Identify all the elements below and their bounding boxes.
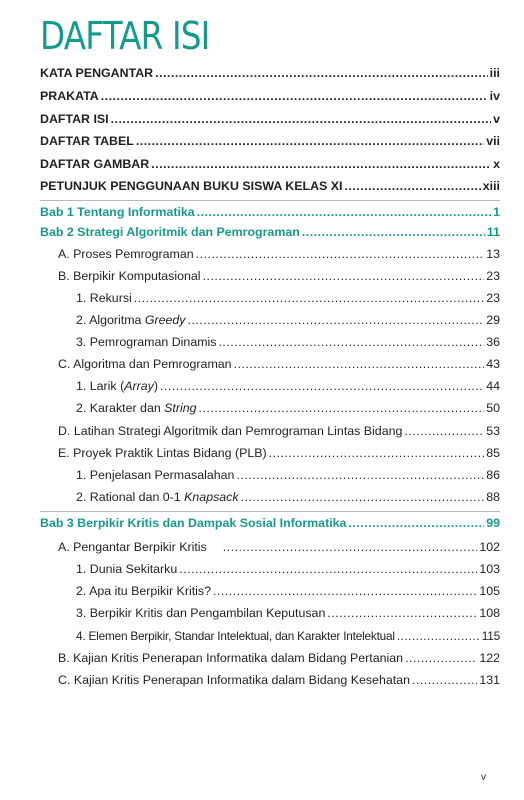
toc-entry-3c[interactable] — [58, 673, 500, 691]
toc-entry-label: 2. Algoritma Greedy — [76, 313, 186, 327]
toc-entry-bab-2[interactable] — [40, 225, 500, 243]
toc-entry-2c1[interactable] — [76, 379, 500, 397]
toc-entry-page: iii — [489, 66, 500, 80]
toc-entry-3a3[interactable] — [76, 606, 500, 624]
toc-entry-prakata[interactable] — [40, 89, 500, 107]
leader-dots — [179, 562, 477, 576]
toc-entry-label: 1. Penjelasan Permasalahan — [76, 468, 235, 482]
toc-entry-2b[interactable] — [58, 269, 500, 287]
leader-dots — [223, 540, 478, 554]
leader-dots — [218, 335, 484, 349]
toc-entry-page: 115 — [481, 629, 500, 643]
leader-dots — [151, 157, 491, 171]
leader-dots — [241, 490, 485, 504]
toc-entry-page: 102 — [479, 540, 500, 554]
leader-dots — [302, 225, 485, 239]
toc-entry-page: x — [493, 157, 500, 171]
toc-entry-page: 50 — [486, 401, 500, 415]
toc-entry-page: xiii — [482, 179, 500, 193]
toc-entry-bab-3[interactable] — [40, 516, 500, 534]
leader-dots — [269, 446, 485, 460]
toc-entry-page: iv — [489, 89, 500, 103]
leader-dots — [160, 379, 484, 393]
toc-entry-label: DAFTAR GAMBAR — [40, 157, 150, 171]
toc-entry-2e1[interactable] — [76, 468, 500, 486]
leader-dots — [134, 291, 484, 305]
leader-dots — [348, 516, 484, 530]
leader-dots — [404, 424, 484, 438]
toc-entry-daftar-isi[interactable] — [40, 112, 500, 130]
section-divider — [40, 200, 500, 201]
toc-entry-page: v — [493, 112, 500, 126]
toc-entry-label: 2. Rational dan 0-1 Knapsack — [76, 490, 239, 504]
page-title: DAFTAR ISI — [40, 14, 210, 58]
toc-entry-label: 3. Pemrograman Dinamis — [76, 335, 217, 349]
toc-entry-page: 103 — [479, 562, 500, 576]
toc-entry-2e[interactable] — [58, 446, 500, 464]
leader-dots — [197, 205, 491, 219]
section-divider — [40, 511, 500, 512]
toc-entry-page: 53 — [486, 424, 500, 438]
leader-dots — [188, 313, 485, 327]
leader-dots — [213, 584, 477, 598]
toc-entry-3a2[interactable] — [76, 584, 500, 602]
toc-entry-bab-1[interactable] — [40, 205, 500, 223]
toc-entry-label: C. Kajian Kritis Penerapan Informatika dalam Bidang Kesehatan — [58, 673, 410, 687]
toc-entry-2a[interactable] — [58, 247, 500, 265]
toc-entry-label: Bab 3 Berpikir Kritis dan Dampak Sosial Informatika — [40, 516, 347, 530]
toc-entry-label: Bab 1 Tentang Informatika — [40, 205, 195, 219]
toc-entry-page: 122 — [479, 651, 500, 665]
toc-entry-label: 1. Rekursi — [76, 291, 132, 305]
toc-entry-2d[interactable] — [58, 424, 500, 442]
toc-entry-2b1[interactable] — [76, 291, 500, 309]
toc-entry-3b[interactable] — [58, 651, 500, 669]
toc-entry-label: A. Proses Pemrograman — [58, 247, 194, 261]
toc-entry-petunjuk[interactable] — [40, 179, 500, 197]
toc-entry-2e2[interactable] — [76, 490, 500, 508]
toc-entry-page: 13 — [486, 247, 500, 261]
toc-entry-page: 86 — [486, 468, 500, 482]
toc-entry-label: 3. Berpikir Kritis dan Pengambilan Keputusan — [76, 606, 326, 620]
leader-dots — [344, 179, 480, 193]
leader-dots — [111, 112, 491, 126]
leader-dots — [196, 247, 485, 261]
leader-dots — [405, 651, 477, 665]
toc-entry-page: 23 — [486, 291, 500, 305]
toc-entry-label: D. Latihan Strategi Algoritmik dan Pemrograman Lintas Bidang — [58, 424, 403, 438]
toc-entry-page: 108 — [479, 606, 500, 620]
toc-entry-3a4[interactable] — [76, 629, 500, 647]
toc-entry-label: 4. Elemen Berpikir, Standar Intelektual, dan Karakter Intelektual — [76, 629, 395, 643]
toc-entry-page: 1 — [493, 205, 500, 219]
toc-entry-page: 43 — [486, 357, 500, 371]
toc-entry-label: B. Berpikir Komputasional — [58, 269, 201, 283]
toc-entry-2c[interactable] — [58, 357, 500, 375]
toc-entry-page: vii — [486, 134, 500, 148]
toc-entry-page: 99 — [486, 516, 500, 530]
toc-entry-2b2[interactable] — [76, 313, 500, 331]
toc-entry-kata-pengantar[interactable] — [40, 66, 500, 84]
page-number: v — [481, 772, 486, 783]
toc-entry-label: PETUNJUK PENGGUNAAN BUKU SISWA KELAS XI — [40, 179, 343, 193]
toc-entry-label: DAFTAR ISI — [40, 112, 109, 126]
leader-dots — [327, 606, 477, 620]
toc-entry-daftar-gambar[interactable] — [40, 157, 500, 175]
toc-entry-label: A. Pengantar Berpikir Kritis — [58, 540, 207, 554]
toc-entry-page: 131 — [479, 673, 500, 687]
toc-entry-page: 85 — [486, 446, 500, 460]
leader-dots — [236, 468, 484, 482]
toc-entry-label: 1. Dunia Sekitarku — [76, 562, 178, 576]
toc-entry-page: 23 — [486, 269, 500, 283]
toc-entry-page: 29 — [486, 313, 500, 327]
toc-entry-3a[interactable] — [58, 540, 500, 558]
leader-dots — [155, 66, 488, 80]
leader-dots — [136, 134, 484, 148]
leader-dots — [397, 629, 480, 643]
leader-dots — [412, 673, 477, 687]
toc-entry-page: 105 — [479, 584, 500, 598]
toc-entry-2c2[interactable] — [76, 401, 500, 419]
leader-dots — [203, 269, 485, 283]
toc-entry-label: E. Proyek Praktik Lintas Bidang (PLB) — [58, 446, 267, 460]
toc-entry-label: Bab 2 Strategi Algoritmik dan Pemrograman — [40, 225, 300, 239]
toc-entry-label: 2. Apa itu Berpikir Kritis? — [76, 584, 211, 598]
toc-entry-label: KATA PENGANTAR — [40, 66, 154, 80]
toc-entry-label: B. Kajian Kritis Penerapan Informatika dalam Bidang Pertanian — [58, 651, 404, 665]
toc-entry-2b3[interactable] — [76, 335, 500, 353]
toc-entry-3a1[interactable] — [76, 562, 500, 580]
leader-dots — [199, 401, 485, 415]
toc-entry-page: 11 — [486, 225, 500, 239]
toc-entry-page: 44 — [486, 379, 500, 393]
toc-entry-daftar-tabel[interactable] — [40, 134, 500, 152]
toc-entry-label: 2. Karakter dan String — [76, 401, 197, 415]
toc-entry-page: 88 — [486, 490, 500, 504]
toc-entry-page: 36 — [486, 335, 500, 349]
toc-entry-label: DAFTAR TABEL — [40, 134, 134, 148]
toc-entry-label: PRAKATA — [40, 89, 99, 103]
leader-dots — [234, 357, 485, 371]
toc-entry-label: 1. Larik (Array) — [76, 379, 158, 393]
toc-entry-label: C. Algoritma dan Pemrograman — [58, 357, 232, 371]
leader-dots — [101, 89, 488, 103]
